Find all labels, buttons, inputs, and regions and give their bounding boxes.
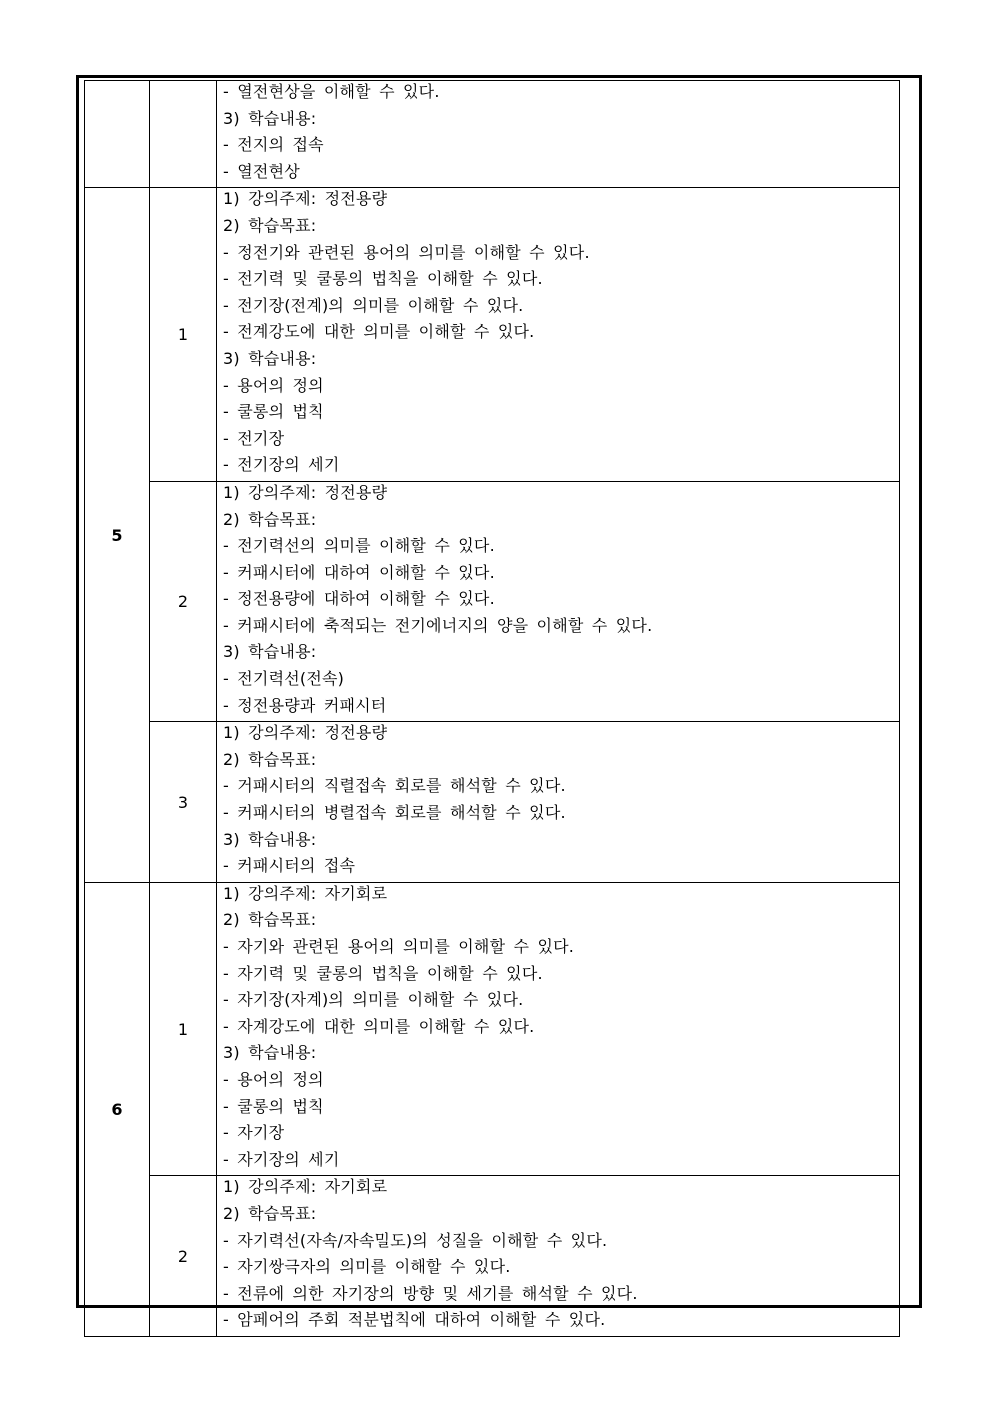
session-cell: 2 bbox=[150, 1176, 217, 1337]
content-cell bbox=[217, 188, 900, 482]
schedule-table bbox=[84, 80, 900, 1337]
table-row bbox=[85, 882, 900, 1176]
content-line: - 자기력 및 쿨롱의 법칙을 이해할 수 있다. bbox=[223, 963, 543, 983]
content-cell bbox=[217, 882, 900, 1176]
content-line: - 자기장(자계)의 의미를 이해할 수 있다. bbox=[223, 990, 524, 1010]
content-line: - 자기와 관련된 용어의 의미를 이해할 수 있다. bbox=[223, 937, 575, 956]
content-line: 3) 학습내용: bbox=[223, 108, 317, 128]
content-line: 1) 강의주제: 정전용량 bbox=[223, 482, 388, 502]
content-line: 2) 학습목표: bbox=[223, 215, 317, 235]
content-line: - 자기장의 세기 bbox=[223, 1149, 340, 1169]
table-row bbox=[85, 722, 900, 883]
content-line: - 커패시터에 대하여 이해할 수 있다. bbox=[223, 562, 495, 582]
content-line: - 자기쌍극자의 의미를 이해할 수 있다. bbox=[223, 1257, 511, 1277]
session-cell bbox=[150, 81, 217, 188]
content-line: 1) 강의주제: 자기회로 bbox=[223, 883, 388, 903]
content-line: - 자기장 bbox=[223, 1123, 285, 1143]
content-line: - 암페어의 주회 적분법칙에 대하여 이해할 수 있다. bbox=[223, 1310, 606, 1330]
table-row bbox=[85, 1176, 900, 1337]
week-cell: 5 bbox=[85, 188, 150, 882]
table-row bbox=[85, 188, 900, 482]
content-line: - 전기력 및 쿨롱의 법칙을 이해할 수 있다. bbox=[223, 269, 543, 289]
content-line: - 정전용량과 커패시터 bbox=[223, 695, 387, 715]
content-line: 2) 학습목표: bbox=[223, 509, 317, 529]
content-cell bbox=[217, 1176, 900, 1337]
content-line: - 전기장 bbox=[223, 428, 285, 448]
content-cell bbox=[217, 481, 900, 721]
content-line: - 자기력선(자속/자속밀도)의 성질을 이해할 수 있다. bbox=[223, 1230, 608, 1250]
content-line: - 전계강도에 대한 의미를 이해할 수 있다. bbox=[223, 322, 535, 342]
content-line: - 용어의 정의 bbox=[223, 375, 324, 395]
content-cell bbox=[217, 722, 900, 883]
content-line: - 자계강도에 대한 의미를 이해할 수 있다. bbox=[223, 1016, 535, 1036]
week-cell: 6 bbox=[85, 882, 150, 1336]
content-line: 2) 학습목표: bbox=[223, 1203, 317, 1223]
content-line: - 정전용량에 대하여 이해할 수 있다. bbox=[223, 589, 495, 609]
content-line: 3) 학습내용: bbox=[223, 829, 317, 849]
session-cell: 1 bbox=[150, 882, 217, 1176]
content-line: - 전기력선(전속) bbox=[223, 669, 345, 689]
content-line: - 커패시터의 접속 bbox=[223, 856, 356, 876]
content-line: 2) 학습목표: bbox=[223, 910, 317, 930]
session-cell: 1 bbox=[150, 188, 217, 482]
content-line: - 전기장의 세기 bbox=[223, 455, 340, 475]
content-cell bbox=[217, 81, 900, 188]
content-line: 3) 학습내용: bbox=[223, 348, 317, 368]
content-line: - 용어의 정의 bbox=[223, 1069, 324, 1089]
content-line: 1) 강의주제: 정전용량 bbox=[223, 723, 388, 743]
content-line: - 쿨롱의 법칙 bbox=[223, 402, 324, 422]
session-cell: 3 bbox=[150, 722, 217, 883]
content-line: - 열전현상을 이해할 수 있다. bbox=[223, 82, 440, 101]
content-line: - 커패시터의 병렬접속 회로를 해석할 수 있다. bbox=[223, 803, 566, 823]
content-line: - 전기장(전계)의 의미를 이해할 수 있다. bbox=[223, 295, 524, 315]
table-row bbox=[85, 481, 900, 721]
content-line: - 전류에 의한 자기장의 방향 및 세기를 해석할 수 있다. bbox=[223, 1283, 638, 1303]
table-row bbox=[85, 81, 900, 188]
content-line: - 열전현상 bbox=[223, 161, 300, 181]
content-line: - 전지의 접속 bbox=[223, 135, 324, 155]
content-line: 2) 학습목표: bbox=[223, 749, 317, 769]
content-line: 1) 강의주제: 자기회로 bbox=[223, 1177, 388, 1197]
content-line: - 정전기와 관련된 용어의 의미를 이해할 수 있다. bbox=[223, 242, 590, 262]
content-line: 3) 학습내용: bbox=[223, 1043, 317, 1063]
content-line: - 전기력선의 의미를 이해할 수 있다. bbox=[223, 536, 495, 556]
content-line: 3) 학습내용: bbox=[223, 642, 317, 662]
content-line: 1) 강의주제: 정전용량 bbox=[223, 189, 388, 209]
content-line: - 쿨롱의 법칙 bbox=[223, 1096, 324, 1116]
content-line: - 거패시터의 직렬접속 회로를 해석할 수 있다. bbox=[223, 776, 566, 796]
session-cell: 2 bbox=[150, 481, 217, 721]
week-cell bbox=[85, 81, 150, 188]
content-line: - 커패시터에 축적되는 전기에너지의 양을 이해할 수 있다. bbox=[223, 615, 653, 635]
